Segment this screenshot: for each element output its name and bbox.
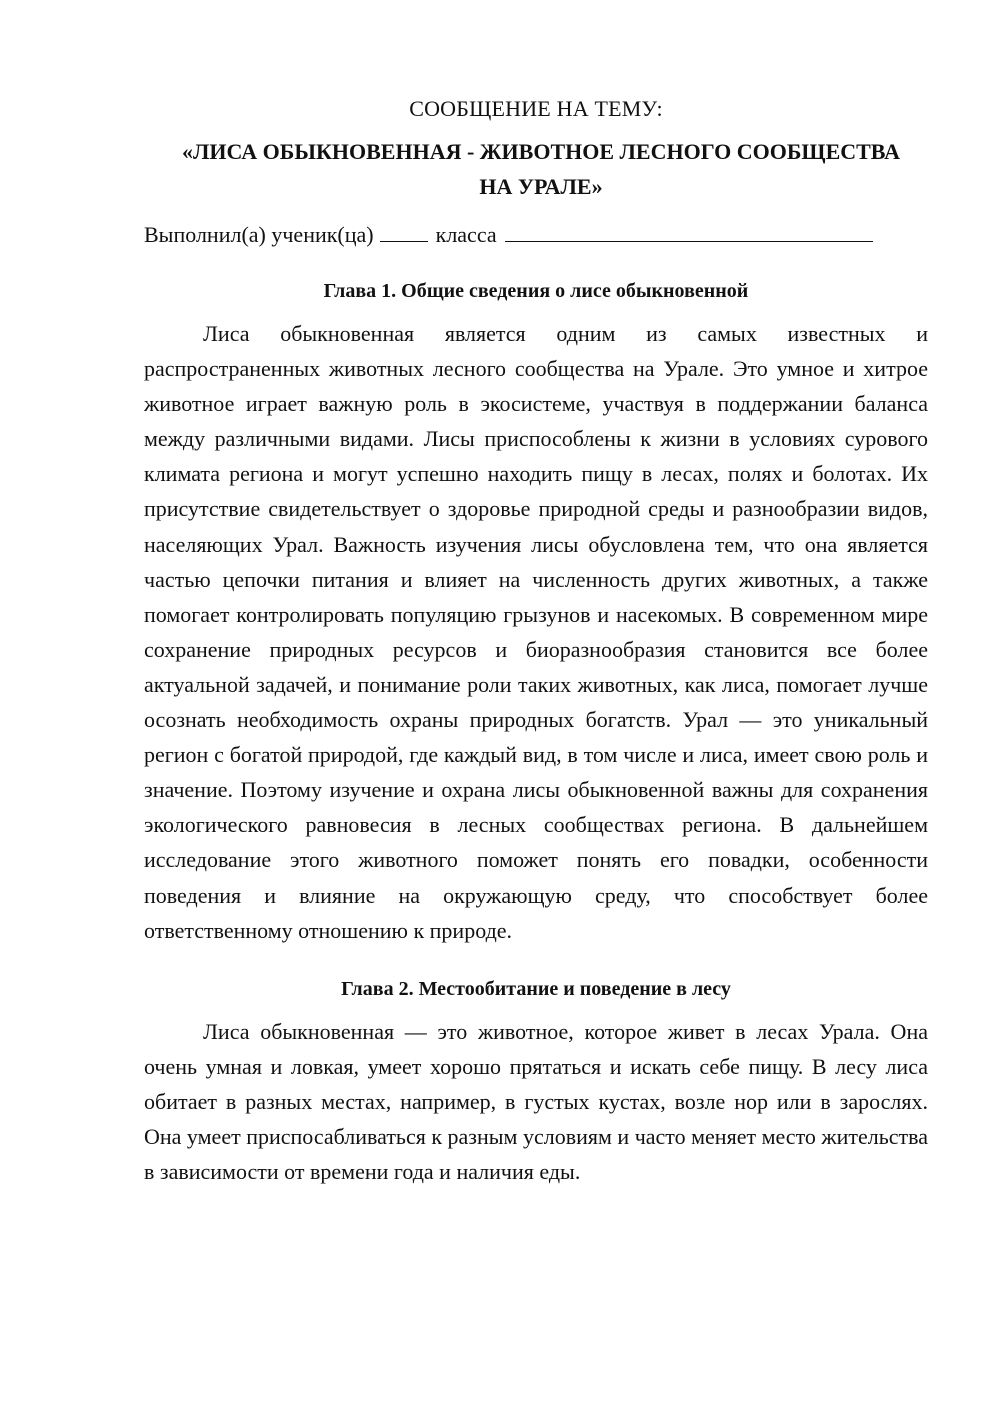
document-title-line-2: НА УРАЛЕ» xyxy=(479,174,603,199)
author-line xyxy=(144,218,928,252)
document-heading: СООБЩЕНИЕ НА ТЕМУ: xyxy=(409,96,663,121)
author-prefix: Выполнил(а) ученик(ца) xyxy=(144,222,374,247)
class-label: класса xyxy=(435,222,497,247)
document-title-line-1: «ЛИСА ОБЫКНОВЕННАЯ - ЖИВОТНОЕ ЛЕСНОГО СООБЩЕСТВА xyxy=(182,139,900,164)
chapter-2-paragraph: Лиса обыкновенная — это животное, которое живет в лесах Урала. Она очень умная и ловкая, умеет хорошо прятаться и искать себе пищу. В лесу лиса обитает в разных местах, например, в густых кустах, возле нор или в зарослях. Она умеет приспосабливаться к разным условиям и часто меняет место жительства в зависимости от времени года и наличия еды. xyxy=(144,1018,928,1185)
class-blank-field xyxy=(380,219,428,242)
name-blank-field xyxy=(505,219,873,242)
chapter-1-title: Глава 1. Общие сведения о лисе обыкновенной xyxy=(323,280,749,302)
document-title xyxy=(144,134,928,204)
document-content xyxy=(144,92,928,1189)
chapter-1-paragraph: Лиса обыкновенная является одним из самых известных и распространенных животных лесного сообщества на Урале. Это умное и хитрое животное играет важную роль в экосистеме, участвуя в поддержании баланса между различными видами. Лисы приспособлены к жизни в условиях сурового климата региона и могут успешно находить пищу в лесах, полях и болотах. Их присутствие свидетельствует о здоровье природной среды и разнообразии видов, населяющих Урал. Важность изучения лисы обусловлена тем, что она является частью цепочки питания и влияет на численность других животных, а также помогает контролировать популяцию грызунов и насекомых. В современном мире сохранение природных ресурсов и биоразнообразия становится все более актуальной задачей, и понимание роли таких животных, как лиса, помогает лучше осознать необходимость охраны природных богатств. Урал — это уникальный регион с богатой природой, где каждый вид, в том числе и лиса, имеет свою роль и значение. Поэтому изучение и охрана лисы обыкновенной важны для сохранения экологического равновесия в лесных сообществах региона. В дальнейшем исследование этого животного поможет понять его повадки, особенности поведения и влияние на окружающую среду, что способствует более ответственному отношению к природе. xyxy=(144,321,928,943)
chapter-2-title: Глава 2. Местообитание и поведение в лесу xyxy=(341,977,731,1000)
